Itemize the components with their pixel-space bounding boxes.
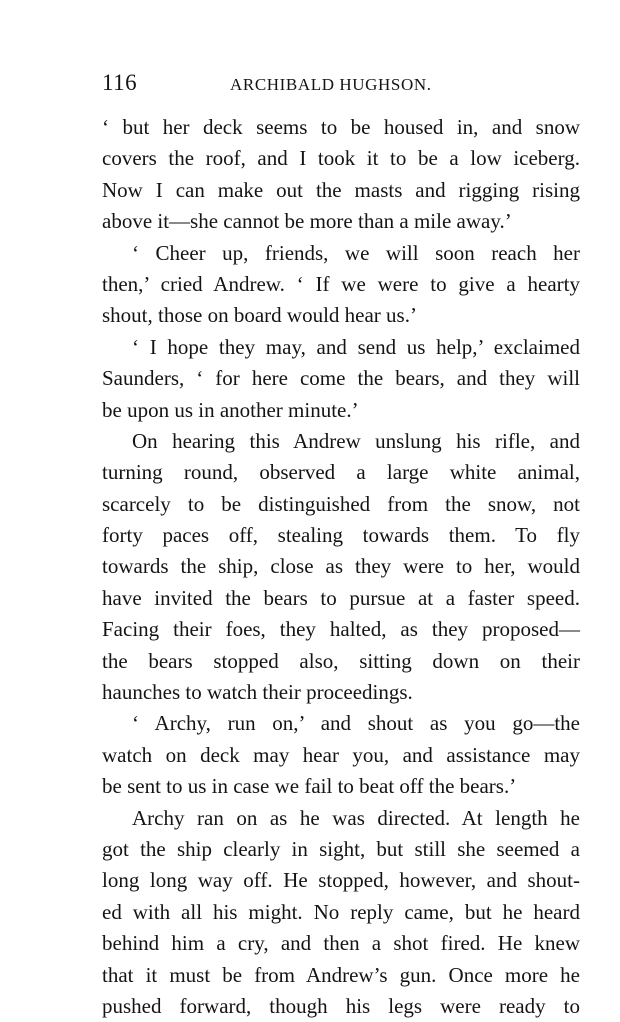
text-line: Saunders, ‘ for here come the bears, and they will [102,366,580,391]
text-line: haunches to watch their proceedings. [102,680,413,705]
text-line: ‘ but her deck seems to be housed in, and snow [102,115,580,139]
text-line: that it must be from Andrew’s gun. Once more he [102,962,580,987]
text-line: the bears stopped also, sitting down on their [102,648,580,673]
text-line: be sent to us in case we fail to beat off the bears.’ [102,774,517,799]
text-line: pushed forward, though his legs were ready to [102,993,580,1018]
text-line: Now I can make out the masts and rigging rising [102,177,580,202]
text-line: then,’ cried Andrew. ‘ If we were to give a hearty [102,271,580,296]
text-line: behind him a cry, and then a shot fired. He knew [102,931,580,956]
text-line: shout, those on board would hear us.’ [102,303,417,328]
text-line: ‘ I hope they may, and send us help,’ exclaimed [132,334,580,359]
text-line: ‘ Archy, run on,’ and shout as you go—the [132,711,580,736]
page-number: 116 [102,70,138,95]
text-line: covers the roof, and I took it to be a low iceberg. [102,146,580,171]
text-line: have invited the bears to pursue at a faster speed. [102,585,580,610]
text-line: be upon us in another minute.’ [102,397,359,422]
text-line: turning round, observed a large white animal, [102,460,580,485]
text-line: Archy ran on as he was directed. At length he [132,805,580,830]
text-line: towards the ship, close as they were to her, would [102,554,580,579]
text-line: long long way off. He stopped, however, and shout- [102,868,580,893]
text-line: above it—she cannot be more than a mile away.’ [102,209,512,234]
text-line: watch on deck may hear you, and assistance may [102,742,580,767]
text-line: scarcely to be distinguished from the snow, not [102,491,580,516]
body-text [102,112,580,1022]
text-line: got the ship clearly in sight, but still she seemed a [102,836,580,861]
page-header [102,70,580,100]
text-line: On hearing this Andrew unslung his rifle, and [132,428,580,453]
text-line: ‘ Cheer up, friends, we will soon reach her [132,240,580,265]
running-head: ARCHIBALD HUGHSON. [230,75,432,94]
text-line: forty paces off, stealing towards them. To fly [102,523,580,548]
text-line: ed with all his might. No reply came, but he heard [102,899,580,924]
text-line: Facing their foes, they halted, as they proposed— [102,617,580,642]
